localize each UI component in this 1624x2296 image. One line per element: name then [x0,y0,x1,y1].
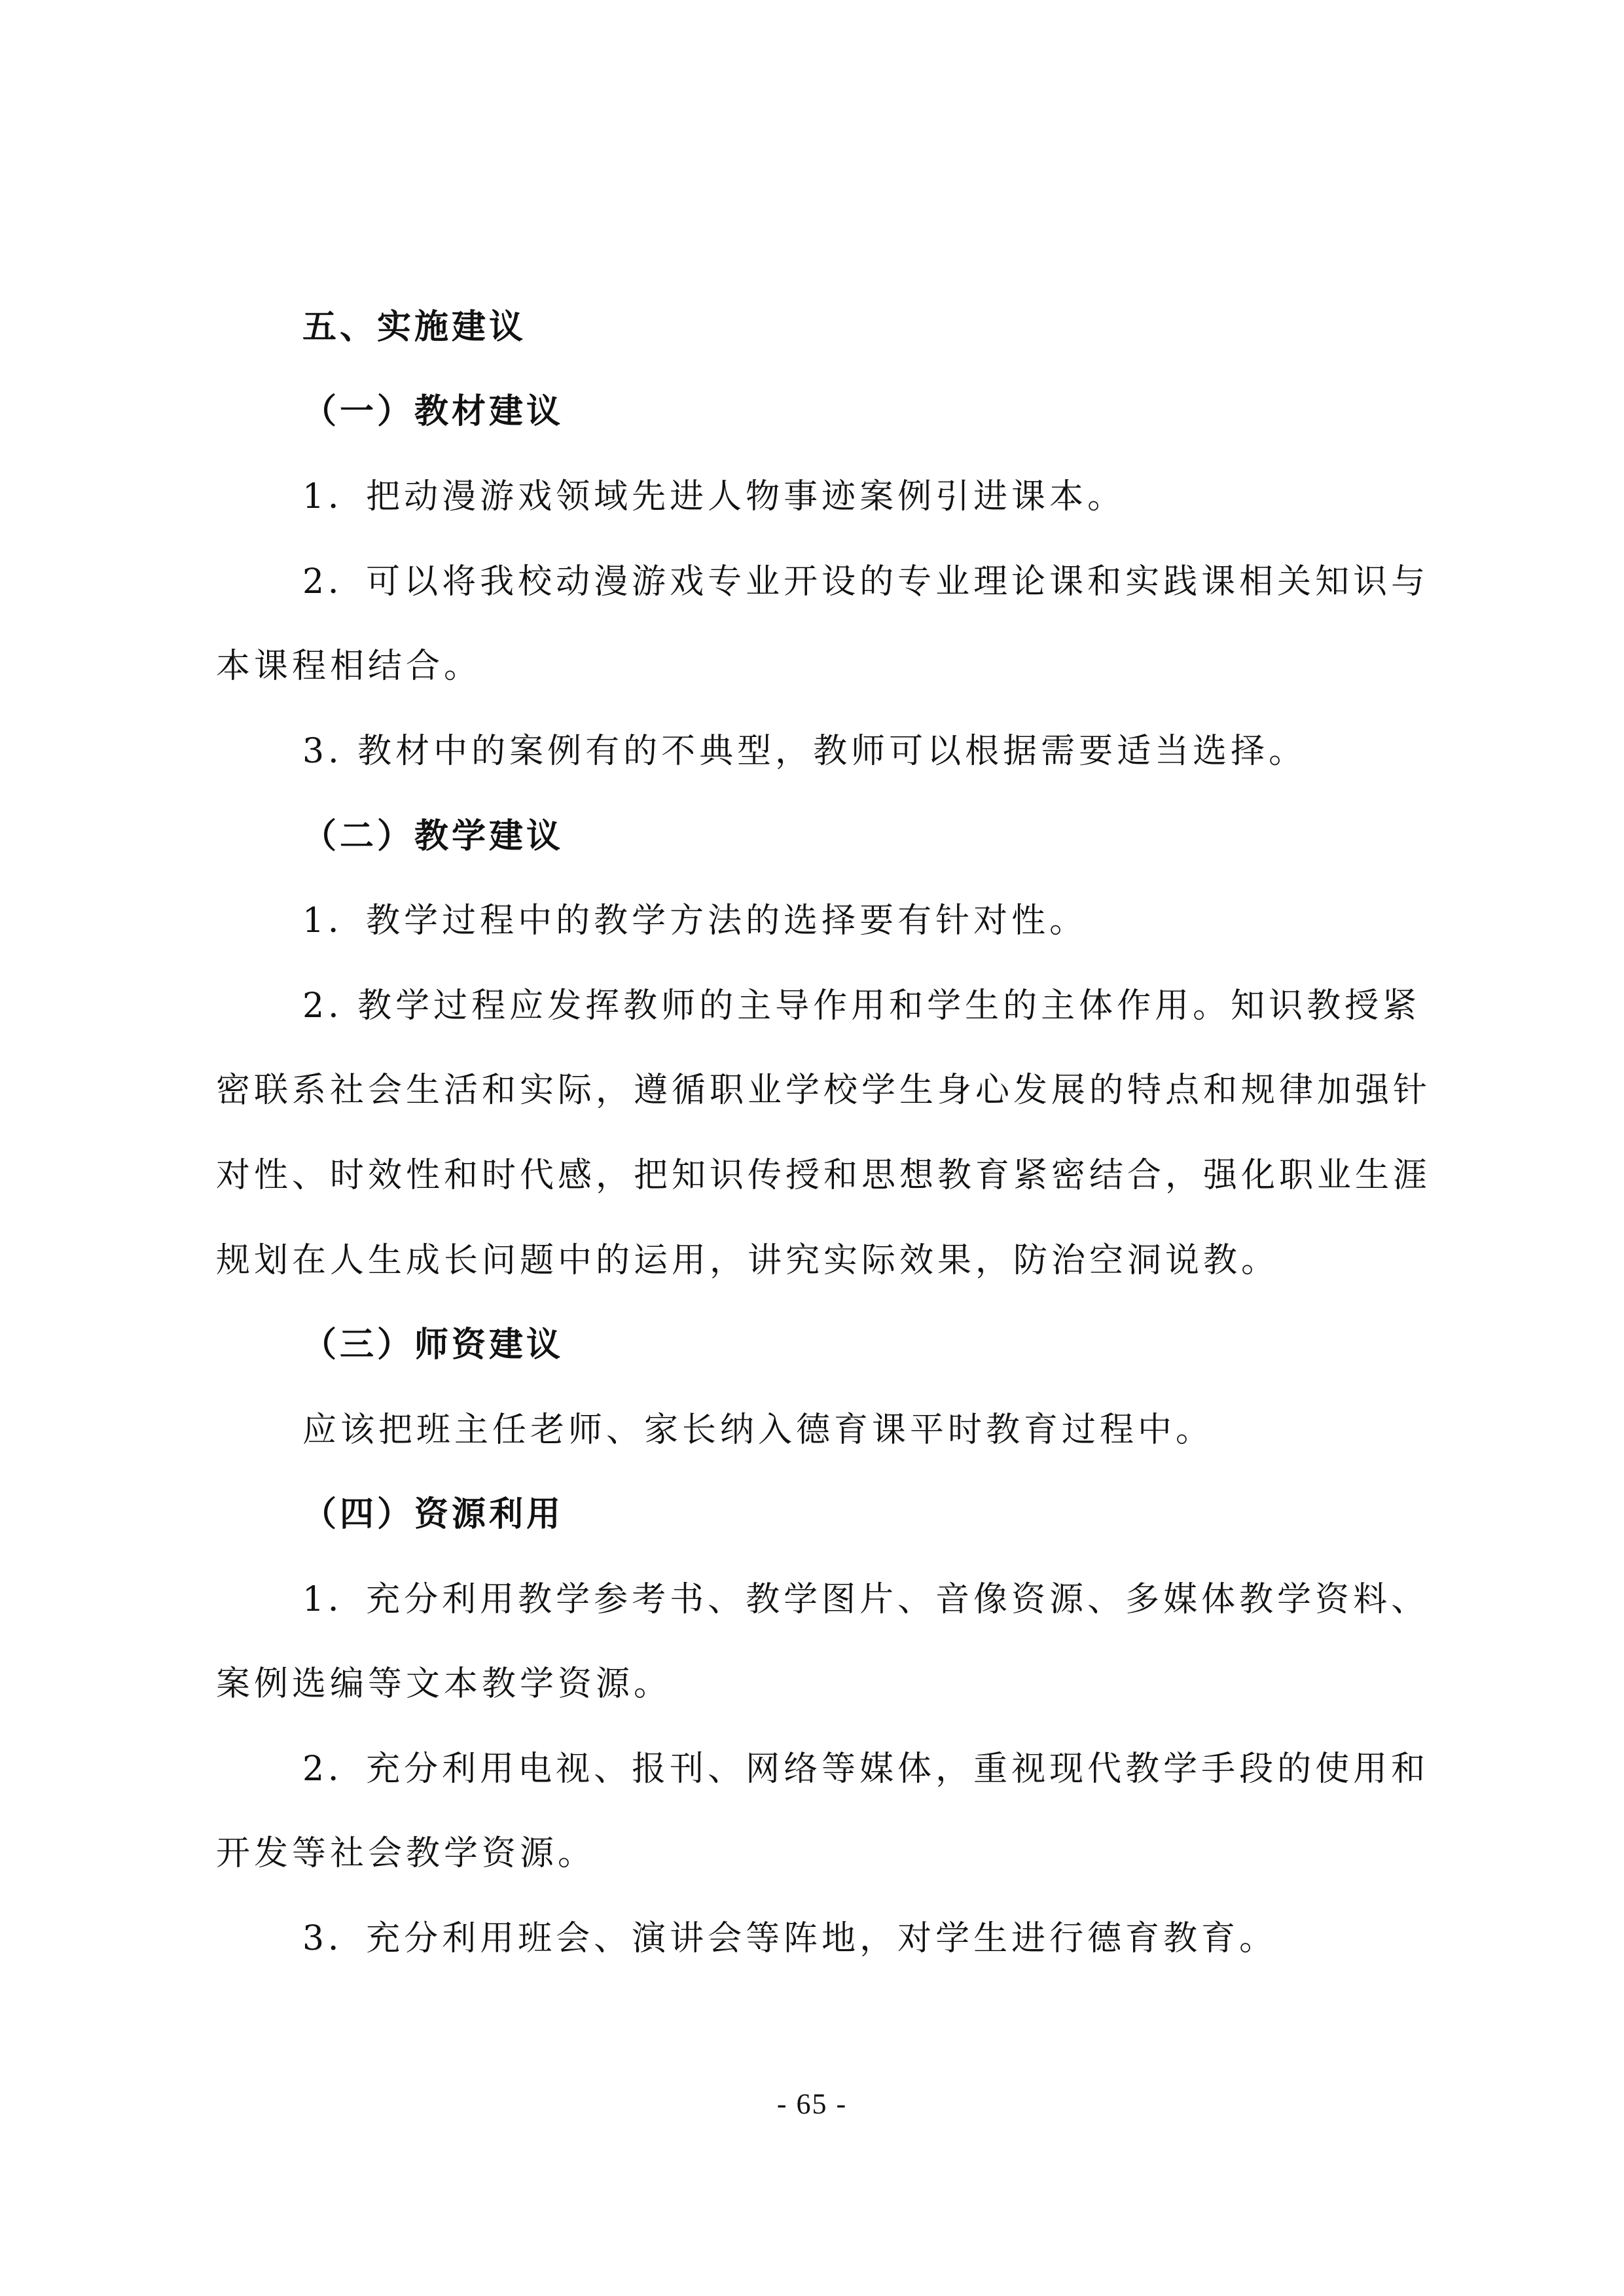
paragraph-line: 3. 教材中的案例有的不典型，教师可以根据需要适当选择。 [302,732,1307,771]
subsection-heading: （四）资源利用 [302,1495,564,1534]
paragraph-line: 应该把班主任老师、家长纳入德育课平时教育过程中。 [302,1410,1214,1450]
paragraph-line: 2．可以将我校动漫游戏专业开设的专业理论课和实践课相关知识与 [302,562,1430,601]
paragraph-line: 密联系社会生活和实际，遵循职业学校学生身心发展的特点和规律加强针 [216,1071,1432,1110]
subsection-heading: （二）教学建议 [302,817,564,856]
paragraph-line: 2．充分利用电视、报刊、网络等媒体，重视现代教学手段的使用和 [302,1749,1430,1789]
paragraph-line: 1．把动漫游戏领域先进人物事迹案例引进课本。 [302,477,1126,516]
paragraph-line: 对性、时效性和时代感，把知识传授和思想教育紧密结合，强化职业生涯 [216,1156,1432,1195]
paragraph-line: 2. 教学过程应发挥教师的主导作用和学生的主体作用。知识教授紧 [302,986,1421,1026]
subsection-heading: （一）教材建议 [302,392,564,431]
page-number: - 65 - [776,2088,848,2120]
paragraph-line: 开发等社会教学资源。 [216,1834,596,1873]
paragraph-line: 1．充分利用教学参考书、教学图片、音像资源、多媒体教学资料、 [302,1580,1430,1619]
paragraph-line: 本课程相结合。 [216,647,482,686]
subsection-heading: （三）师资建议 [302,1325,564,1365]
section-heading: 五、实施建议 [302,308,527,347]
paragraph-line: 规划在人生成长问题中的运用，讲究实际效果，防治空洞说教。 [216,1241,1280,1280]
paragraph-line: 1．教学过程中的教学方法的选择要有针对性。 [302,901,1088,941]
paragraph-line: 案例选编等文本教学资源。 [216,1664,672,1704]
paragraph-line: 3．充分利用班会、演讲会等阵地，对学生进行德育教育。 [302,1919,1278,1958]
